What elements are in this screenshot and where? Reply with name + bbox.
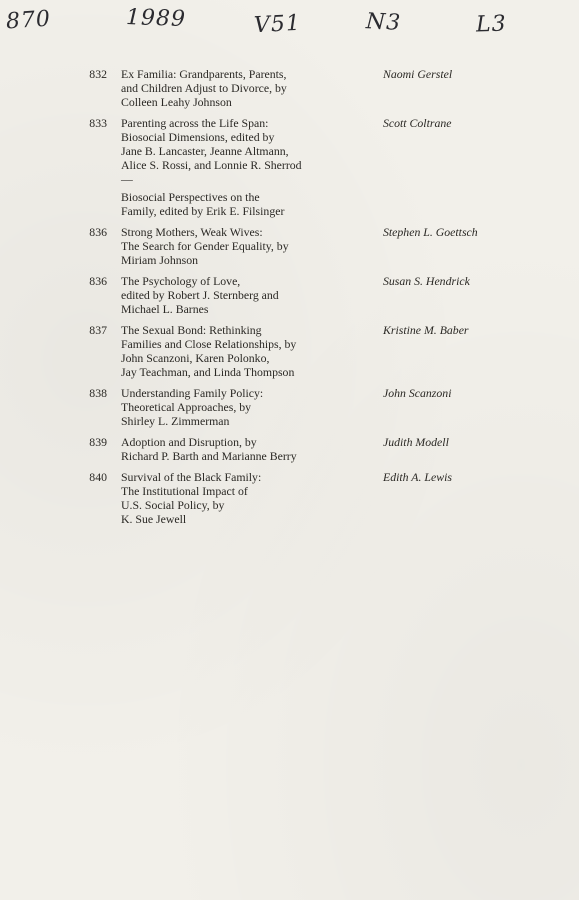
review-entry	[0, 225, 579, 267]
page-number: 832	[89, 67, 107, 81]
title-line: The Institutional Impact of	[121, 484, 248, 498]
page-number: 840	[89, 470, 107, 484]
title-line: Alice S. Rossi, and Lonnie R. Sherrod	[121, 158, 302, 172]
title-line: Jane B. Lancaster, Jeanne Altmann,	[121, 144, 289, 158]
reviewer-name: Susan S. Hendrick	[383, 274, 470, 288]
title-line: Biosocial Dimensions, edited by	[121, 130, 275, 144]
book-title	[121, 190, 383, 218]
reviewer-name: John Scanzoni	[383, 386, 452, 400]
review-entry	[0, 116, 579, 186]
reviewer-name: Stephen L. Goettsch	[383, 225, 478, 239]
review-entry	[0, 386, 579, 428]
separator-dash: —	[121, 172, 133, 186]
reviewer-name	[383, 190, 579, 218]
review-entry	[0, 67, 579, 109]
reviewer-name: Edith A. Lewis	[383, 470, 452, 484]
title-line: and Children Adjust to Divorce, by	[121, 81, 287, 95]
title-line: Survival of the Black Family:	[121, 470, 262, 484]
title-line: Biosocial Perspectives on the	[121, 190, 260, 204]
page-number: 839	[89, 435, 107, 449]
page-number: 836	[89, 274, 107, 288]
title-line: Richard P. Barth and Marianne Berry	[121, 449, 297, 463]
review-entry	[0, 323, 579, 379]
book-title	[121, 67, 383, 109]
title-line: Adoption and Disruption, by	[121, 435, 257, 449]
title-line: Miriam Johnson	[121, 253, 199, 267]
title-line: Shirley L. Zimmerman	[121, 414, 230, 428]
title-line: Ex Familia: Grandparents, Parents,	[121, 67, 287, 81]
reviewer-name: Judith Modell	[383, 435, 449, 449]
title-line: edited by Robert J. Sternberg and	[121, 288, 279, 302]
page-number: 837	[89, 323, 107, 337]
page-number: 838	[89, 386, 107, 400]
review-entry	[0, 274, 579, 316]
book-title	[121, 435, 383, 463]
book-title	[121, 225, 383, 267]
title-line: The Psychology of Love,	[121, 274, 241, 288]
title-line: Families and Close Relationships, by	[121, 337, 297, 351]
review-entry	[0, 435, 579, 463]
title-line: John Scanzoni, Karen Polonko,	[121, 351, 270, 365]
page-number	[0, 190, 121, 218]
page-number: 833	[89, 116, 107, 130]
title-line: The Search for Gender Equality, by	[121, 239, 289, 253]
book-title	[121, 274, 383, 316]
title-line: Michael L. Barnes	[121, 302, 209, 316]
page-number: 836	[89, 225, 107, 239]
review-entry	[0, 470, 579, 526]
title-line: Parenting across the Life Span:	[121, 116, 269, 130]
handwritten-mark: 870	[5, 6, 52, 35]
book-title	[121, 386, 383, 428]
title-line: Jay Teachman, and Linda Thompson	[121, 365, 295, 379]
book-title	[121, 470, 383, 526]
title-line: Strong Mothers, Weak Wives:	[121, 225, 263, 239]
reviewer-name: Kristine M. Baber	[383, 323, 469, 337]
title-line: Colleen Leahy Johnson	[121, 95, 232, 109]
book-title	[121, 116, 383, 186]
handwritten-mark: V51	[253, 10, 302, 39]
book-review-listing	[0, 67, 579, 533]
title-line: The Sexual Bond: Rethinking	[121, 323, 262, 337]
handwritten-mark: N3	[365, 9, 402, 36]
handwritten-mark: 1989	[125, 4, 187, 33]
title-line: K. Sue Jewell	[121, 512, 187, 526]
title-line: Understanding Family Policy:	[121, 386, 264, 400]
book-title	[121, 323, 383, 379]
title-line: Theoretical Approaches, by	[121, 400, 252, 414]
reviewer-name: Scott Coltrane	[383, 116, 452, 130]
handwritten-call-number	[0, 0, 579, 50]
handwritten-mark: L3	[475, 11, 508, 38]
review-entry	[0, 190, 579, 218]
reviewer-name: Naomi Gerstel	[383, 67, 453, 81]
title-line: U.S. Social Policy, by	[121, 498, 225, 512]
title-line: Family, edited by Erik E. Filsinger	[121, 204, 285, 218]
